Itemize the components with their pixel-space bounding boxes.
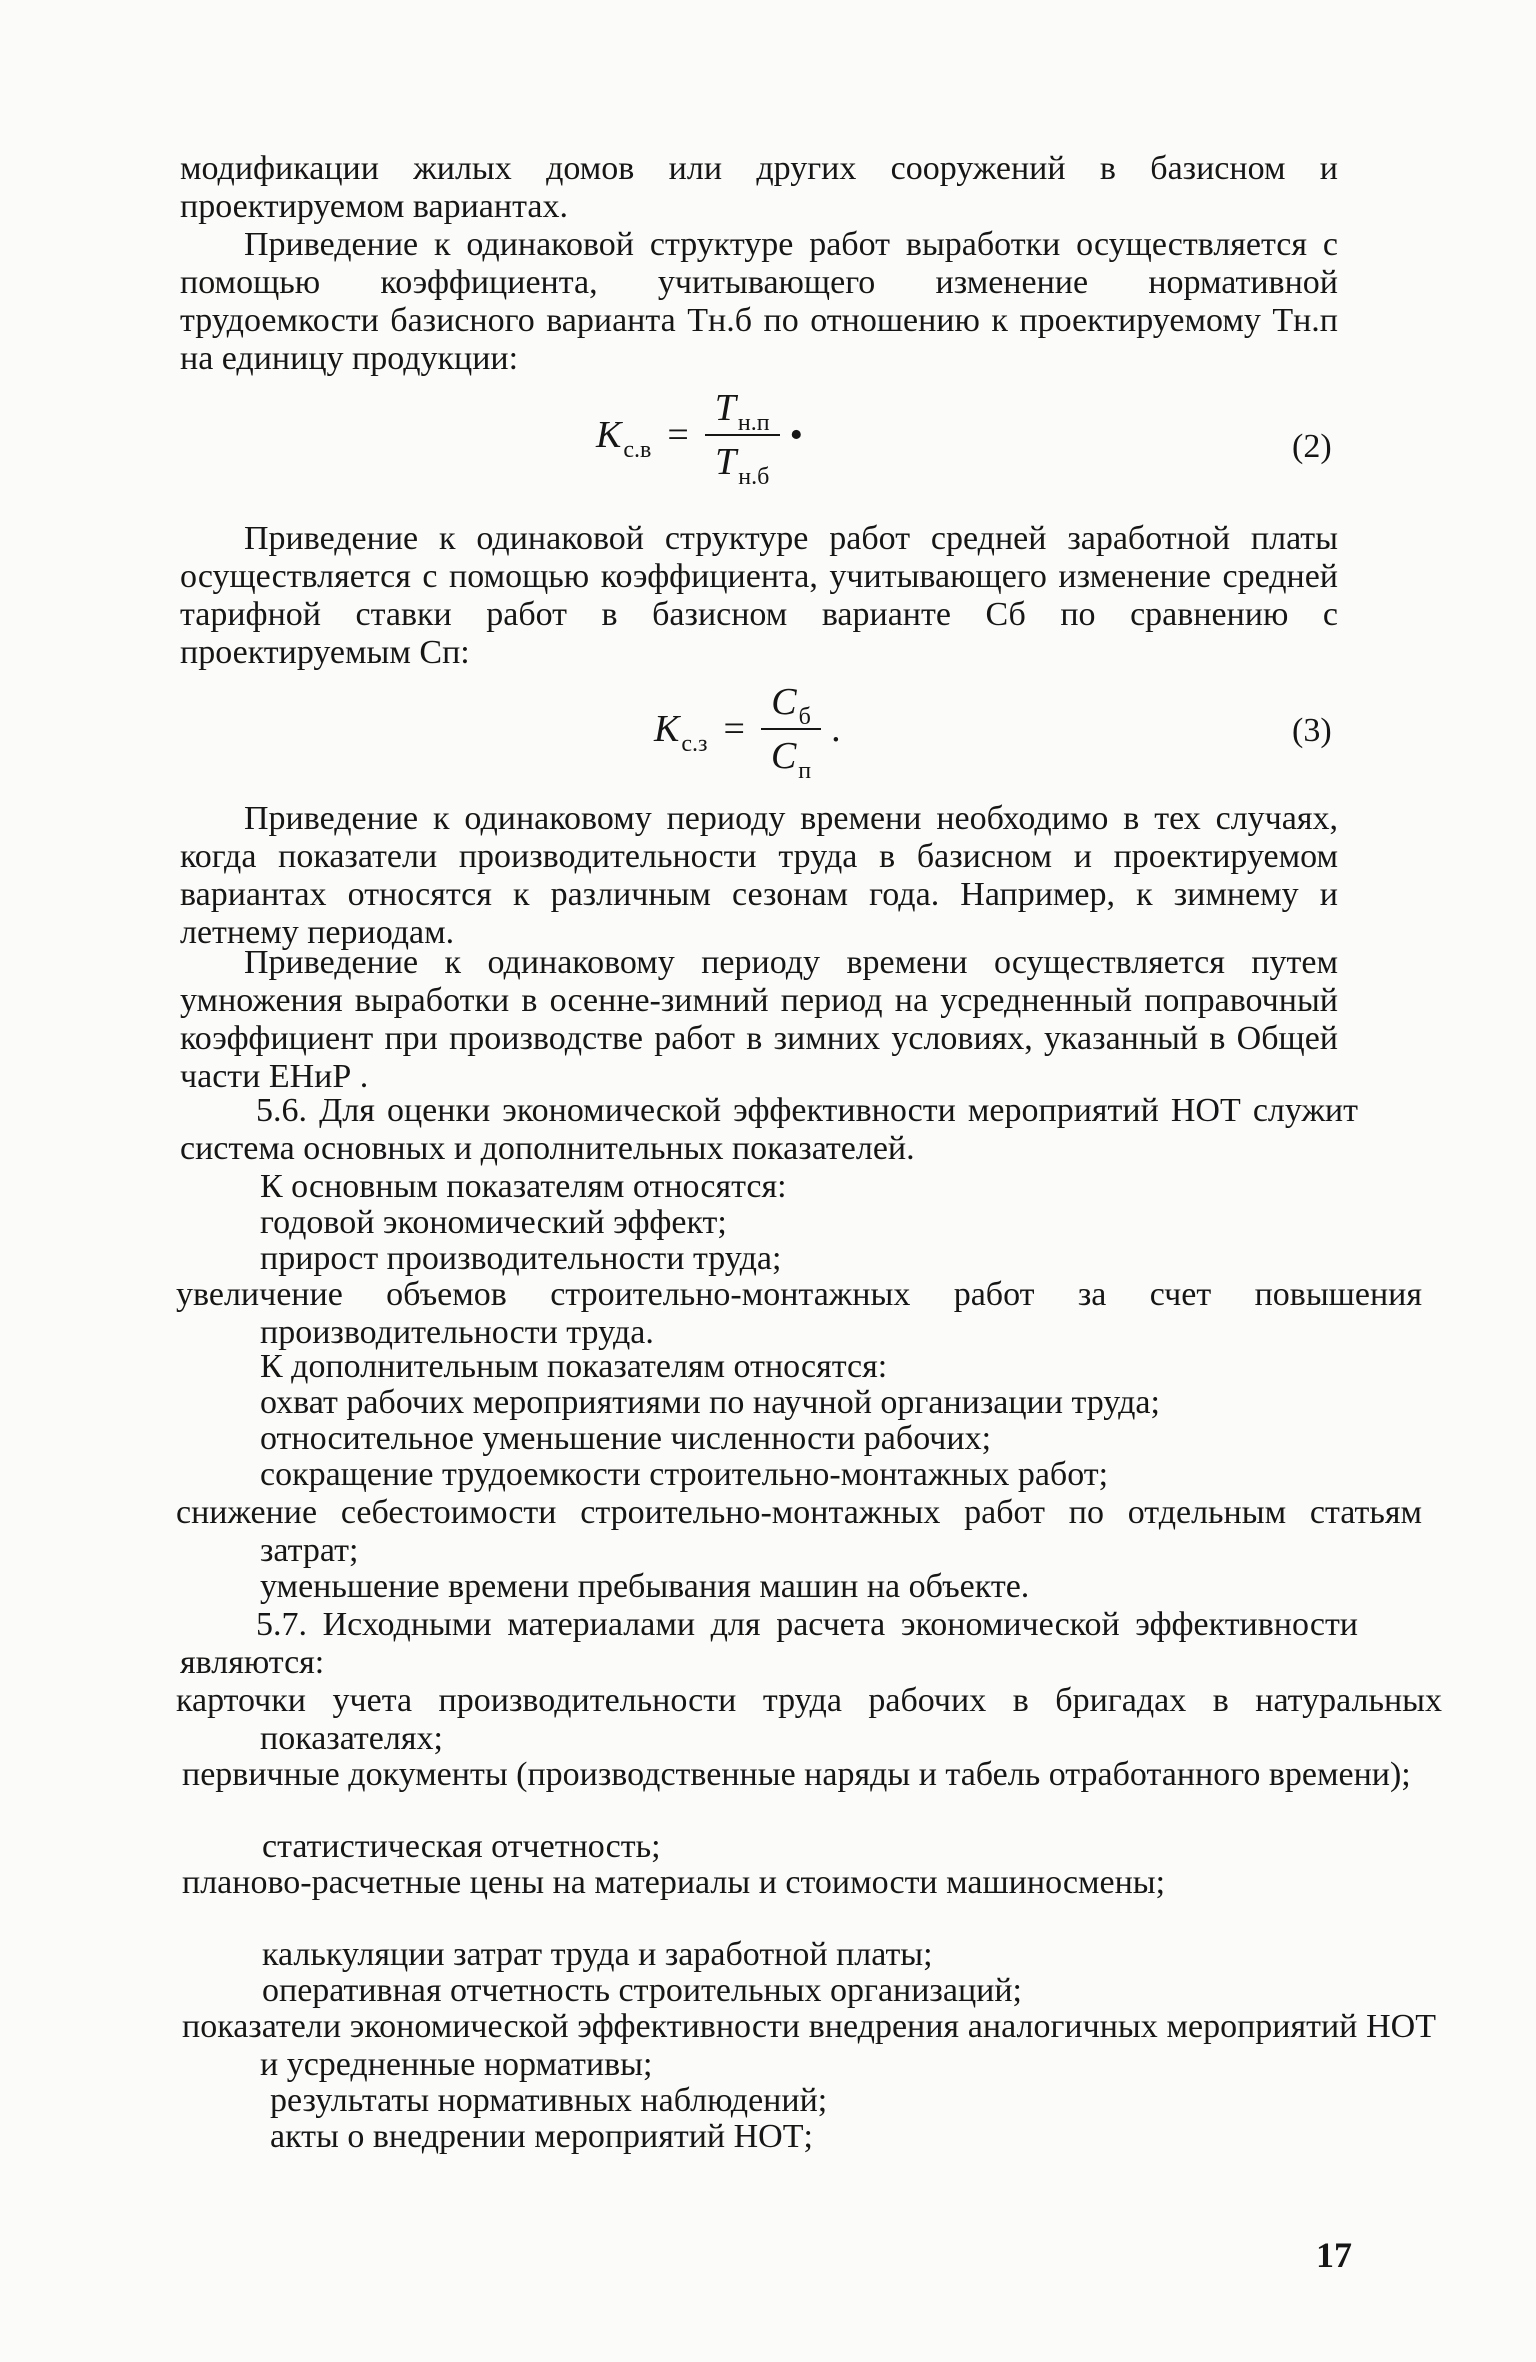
formula-2: K с.в = T н.п T н.б • (596, 387, 803, 490)
formula-3-fraction: C б C п (761, 680, 821, 778)
list-item: снижение себестоимости строительно-монтажных работ по отдельным статьям затрат; (176, 1494, 1422, 1569)
list-item: калькуляции затрат труда и заработной платы; (262, 1936, 933, 1973)
list-item: оперативная отчетность строительных организаций; (262, 1972, 1022, 2009)
paragraph-structure-wage: Приведение к одинаковой структуре работ средней заработной платы осуществляется с помощью коэффициента, учитывающего изменение средней тарифной ставки работ в базисном варианте Сб по сравнению с проектируемым Сп: (180, 520, 1338, 671)
list-item: уменьшение времени пребывания машин на объекте. (260, 1568, 1030, 1605)
page-number: 17 (1316, 2235, 1352, 2275)
list-item: прирост производительности труда; (260, 1240, 782, 1277)
paragraph-period-need: Приведение к одинаковому периоду времени необходимо в тех случаях, когда показатели производительности труда в базисном и проектируемом вариантах относятся к различным сезонам года. Например, к зимнему и летнему периодам. (180, 800, 1338, 951)
formula-3: K с.з = C б C п . (654, 681, 841, 784)
equation-number-3: (3) (1292, 712, 1332, 749)
list-item: планово-расчетные цены на материалы и стоимости машиносмены; (182, 1864, 1166, 1901)
paragraph-structure-output: Приведение к одинаковой структуре работ выработки осуществляется с помощью коэффициента, учитывающего изменение нормативной трудоемкости базисного варианта Тн.б по отношению к проектируемому Тн.п на единицу продукции: (180, 226, 1338, 377)
list-item: результаты нормативных наблюдений; (270, 2082, 828, 2119)
list-item: увеличение объемов строительно-монтажных работ за счет повышения производительности труда. (176, 1276, 1422, 1351)
list-item: статистическая отчетность; (262, 1828, 661, 1865)
heading-additional-indicators: К дополнительным показателям относятся: (260, 1348, 888, 1385)
paragraph-5-7: 5.7. Исходными материалами для расчета экономической эффективности являются: (180, 1606, 1358, 1681)
list-item: показатели экономической эффективности внедрения аналогичных мероприятий НОТ и усредненные нормативы; (182, 2008, 1436, 2083)
formula-2-fraction: T н.п T н.б (705, 386, 780, 484)
equation-number-2: (2) (1292, 428, 1332, 465)
list-item: охват рабочих мероприятиями по научной организации труда; (260, 1384, 1160, 1421)
list-item: карточки учета производительности труда рабочих в бригадах в натуральных показателях; (176, 1682, 1442, 1757)
list-item: относительное уменьшение численности рабочих; (260, 1420, 992, 1457)
paragraph-period-method: Приведение к одинаковому периоду времени осуществляется путем умножения выработки в осенне-зимний период на усредненный поправочный коэффициент при производстве работ в зимних условиях, указанный в Общей части ЕНиР . (180, 944, 1338, 1095)
heading-main-indicators: К основным показателям относятся: (260, 1168, 787, 1205)
list-item: первичные документы (производственные наряды и табель отработанного времени); (182, 1756, 1411, 1793)
paragraph-modification: модификации жилых домов или других сооружений в базисном и проектируемом вариантах. (180, 150, 1338, 225)
list-item: годовой экономический эффект; (260, 1204, 727, 1241)
list-item: акты о внедрении мероприятий НОТ; (270, 2118, 813, 2155)
list-item: сокращение трудоемкости строительно-монтажных работ; (260, 1456, 1109, 1493)
paragraph-5-6: 5.6. Для оценки экономической эффективности мероприятий НОТ служит система основных и дополнительных показателей. (180, 1092, 1358, 1167)
